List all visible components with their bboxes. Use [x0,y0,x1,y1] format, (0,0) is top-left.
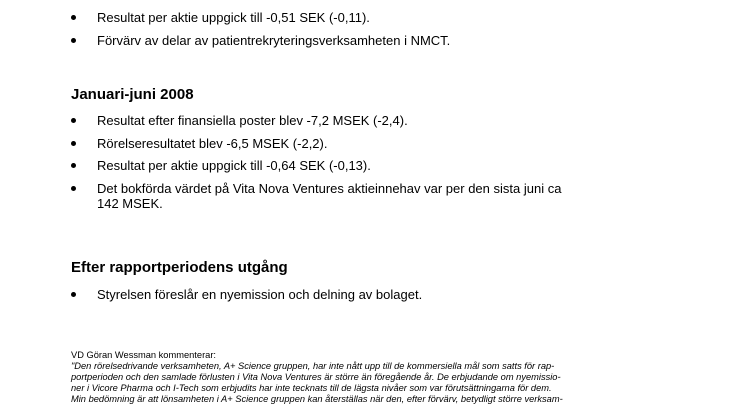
bullet-list-top [71,10,671,55]
bullet-icon [71,141,76,146]
ceo-comment-quote [71,361,671,405]
quote-line: portperioden och den samlade förlusten i Vita Nova Ventures är större än föregående år. De erbjudande om nyemissio- [71,372,561,382]
bullet-text: Resultat per aktie uppgick till -0,64 SEK (-0,13). [97,158,371,173]
bullet-text: Resultat efter finansiella poster blev -7,2 MSEK (-2,4). [97,113,408,128]
ceo-comment [71,350,671,405]
list-item [71,181,577,212]
list-item [71,33,671,49]
bullet-text: Det bokförda värdet på Vita Nova Ventures aktieinnehav var per den sista juni ca 142 MSEK. [97,180,562,211]
bullet-icon [71,38,76,43]
list-item [71,136,671,152]
bullet-text: Styrelsen föreslår en nyemission och delning av bolaget. [97,287,423,302]
section-heading-after-period: Efter rapportperiodens utgång [71,259,288,276]
quote-line: "Den rörelsedrivande verksamheten, A+ Science gruppen, har inte nått upp till de kommersiella mål som satts för rap- [71,361,555,371]
bullet-list-jan-jun [71,113,671,219]
list-item [71,287,671,303]
list-item [71,113,671,129]
bullet-list-after-period [71,287,671,310]
bullet-icon [71,15,76,20]
ceo-comment-intro: VD Göran Wessman kommenterar: [71,350,217,360]
bullet-text: Rörelseresultatet blev -6,5 MSEK (-2,2). [97,135,328,151]
list-item [71,158,671,174]
list-item [71,10,671,26]
bullet-icon [71,292,76,297]
bullet-icon [71,163,76,168]
quote-line: Min bedömning är att lönsamheten i A+ Science gruppen kan återställas när den, efter förvärv, betydligt större verksam- [71,394,563,404]
section-heading-jan-jun: Januari-juni 2008 [71,86,194,103]
bullet-icon [71,118,76,123]
quote-line: ner i Vicore Pharma och I-Tech som erbjudits har inte tecknats till de lägsta nivåer som var förutsättningarna för dem. [71,383,552,393]
bullet-icon [71,186,76,191]
bullet-text: Förvärv av delar av patientrekryteringsverksamheten i NMCT. [97,32,451,48]
bullet-text: Resultat per aktie uppgick till -0,51 SEK (-0,11). [97,10,370,25]
